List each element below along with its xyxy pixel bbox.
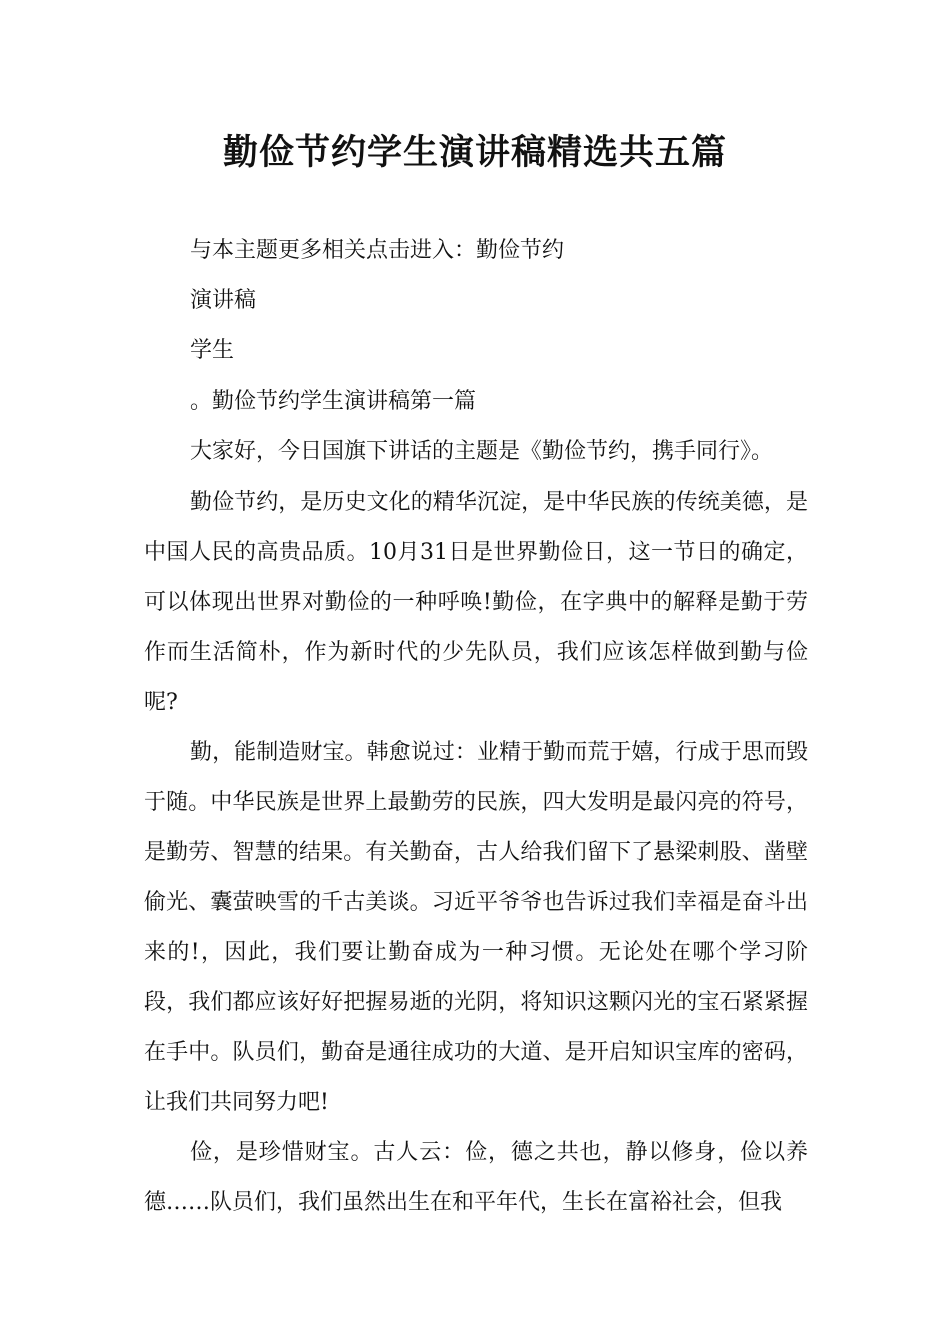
tag-student: 学生	[190, 338, 235, 363]
section-heading: 。勤俭节约学生演讲稿第一篇	[190, 389, 477, 414]
document-title: 勤俭节约学生演讲稿精选共五篇	[222, 133, 727, 173]
paragraph-3: 俭，是珍惜财宝。古人云：俭，德之共也，静以修身，俭以养德……队员们，我们虽然出生在和平年代，生长在富裕社会，但我	[144, 1140, 808, 1215]
related-topic-line: 与本主题更多相关点击进入：勤俭节约	[190, 238, 565, 263]
greeting-line: 大家好，今日国旗下讲话的主题是《勤俭节约，携手同行》。	[190, 439, 774, 464]
tag-speech: 演讲稿	[190, 288, 257, 313]
paragraph-2: 勤，能制造财宝。韩愈说过：业精于勤而荒于嬉，行成于思而毁于随。中华民族是世界上最勤劳的民族，四大发明是最闪亮的符号，是勤劳、智慧的结果。有关勤奋，古人给我们留下了悬梁刺股、凿壁偷光、囊萤映雪的千古美谈。习近平爷爷也告诉过我们幸福是奋斗出来的!，因此，我们要让勤奋成为一种习惯。无论处在哪个学习阶段，我们都应该好好把握易逝的光阴，将知识这颗闪光的宝石紧紧握在手中。队员们，勤奋是通往成功的大道、是开启知识宝库的密码，让我们共同努力吧!	[144, 740, 808, 1115]
paragraph-1: 勤俭节约，是历史文化的精华沉淀，是中华民族的传统美德，是中国人民的高贵品质。10月31日是世界勤俭日，这一节日的确定，可以体现出世界对勤俭的一种呼唤!勤俭，在字典中的解释是勤于劳作而生活简朴，作为新时代的少先队员，我们应该怎样做到勤与俭呢?	[144, 490, 808, 715]
document-body	[144, 478, 808, 1228]
